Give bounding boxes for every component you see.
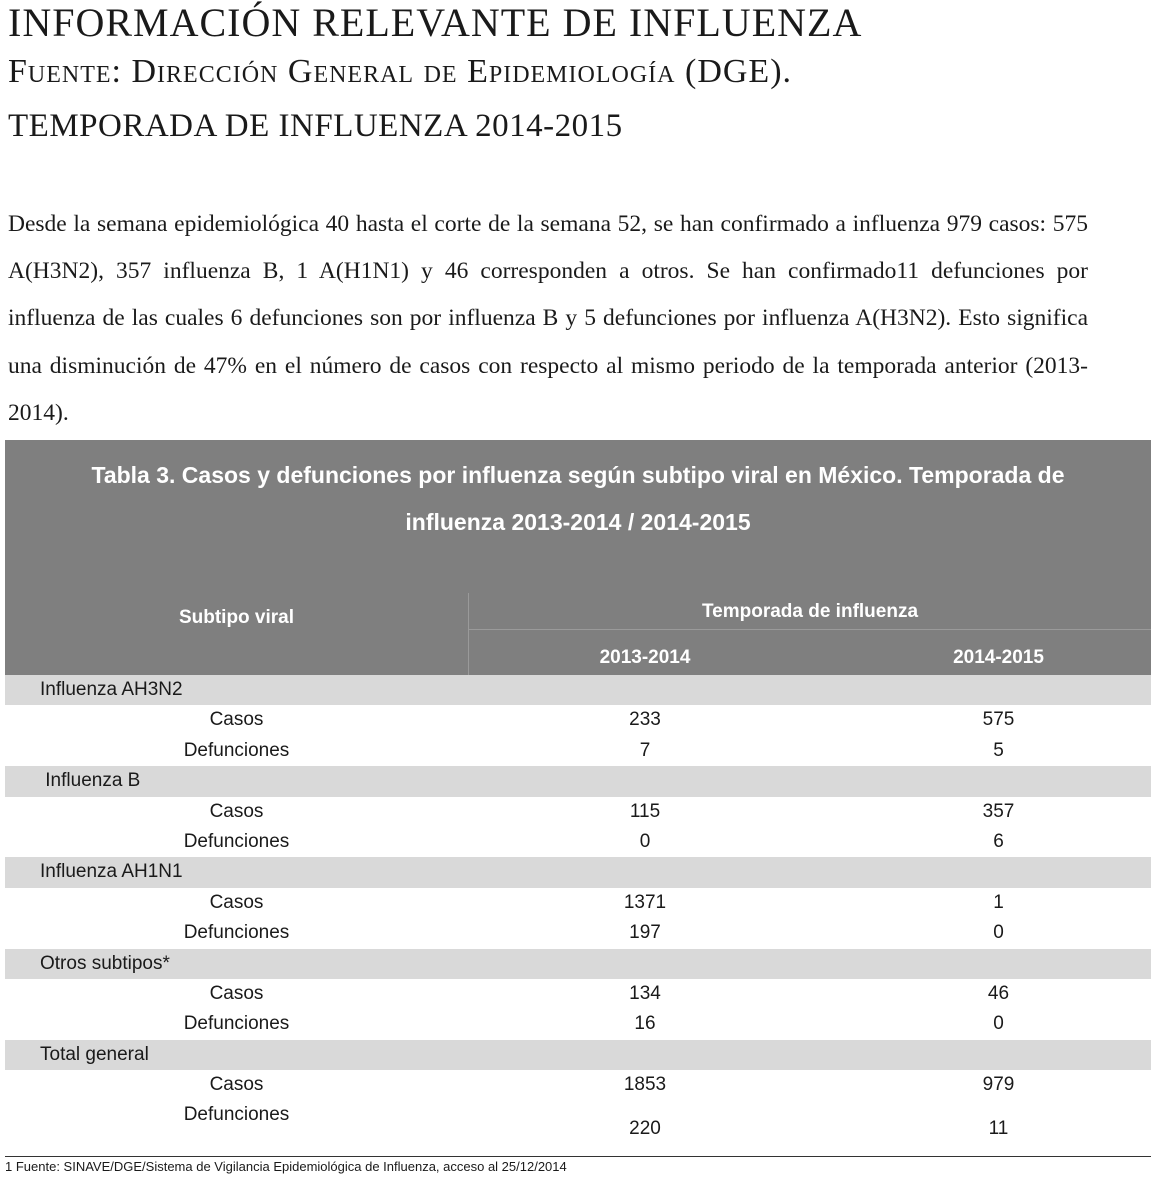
table-footnote: 1 Fuente: SINAVE/DGE/Sistema de Vigilancia Epidemiológica de Influenza, acceso al 25/12/2014	[5, 1159, 567, 1175]
table-header	[5, 593, 1151, 675]
page-title: INFORMACIÓN RELEVANTE DE INFLUENZA	[8, 0, 863, 45]
table-group-row	[5, 766, 1151, 796]
cell-value: 0	[993, 1013, 1004, 1035]
table-group-row	[5, 1040, 1151, 1070]
table-row	[5, 736, 1151, 766]
cell-value: 197	[629, 922, 661, 944]
cell-value: 1	[993, 891, 1004, 913]
cell-value: 0	[993, 922, 1004, 944]
table-row	[5, 888, 1151, 918]
table-caption	[5, 440, 1151, 595]
season-subtitle: TEMPORADA DE INFLUENZA 2014-2015	[8, 108, 623, 144]
row-label-deaths: Defunciones	[183, 922, 290, 944]
cell-value: 5	[993, 739, 1004, 761]
row-label-deaths: Defunciones	[183, 830, 290, 852]
table-row	[5, 797, 1151, 827]
group-label: Influenza B	[40, 770, 141, 792]
header-divider-horizontal	[469, 629, 1151, 630]
group-label: Influenza AH1N1	[40, 861, 183, 883]
header-year-2014-2015: 2014-2015	[953, 647, 1044, 668]
cell-value: 575	[982, 709, 1015, 731]
row-label-deaths: Defunciones	[183, 1104, 290, 1126]
header-season: Temporada de influenza	[701, 601, 919, 622]
row-label-cases: Casos	[209, 709, 264, 731]
cell-value: 134	[629, 982, 661, 1004]
group-label: Otros subtipos*	[40, 952, 170, 974]
table-row	[5, 979, 1151, 1009]
cell-value: 6	[993, 830, 1004, 852]
header-year-2013-2014: 2013-2014	[599, 647, 691, 668]
table-row	[5, 1100, 1151, 1156]
source-subtitle: Fuente: Dirección General de Epidemiología (DGE).	[8, 53, 793, 90]
row-label-cases: Casos	[209, 891, 264, 913]
row-label-cases: Casos	[209, 800, 264, 822]
cell-value: 1371	[623, 891, 667, 913]
summary-paragraph: Desde la semana epidemiológica 40 hasta el corte de la semana 52, se han confirmado a influenza 979 casos: 575 A(H3N2), 357 influenza B, 1 A(H1N1) y 46 corresponden a otros. Se han confirmado11 defunciones por influenza de las cuales 6 defunciones son por influenza B y 5 defunciones por influenza A(H3N2). Esto significa una disminución de 47% en el número de casos con respecto al mismo periodo de la temporada anterior (2013-2014).	[8, 211, 1088, 426]
cell-value: 979	[982, 1074, 1015, 1096]
table-caption-line-2: influenza 2013-2014 / 2014-2015	[405, 509, 751, 535]
table-row	[5, 918, 1151, 948]
table-row	[5, 705, 1151, 735]
table-row	[5, 1070, 1151, 1100]
table-caption-line-1: Tabla 3. Casos y defunciones por influenza según subtipo viral en México. Temporada de	[91, 462, 1065, 488]
group-label: Influenza AH3N2	[40, 679, 183, 700]
row-label-cases: Casos	[209, 982, 264, 1004]
influenza-table	[5, 440, 1151, 1175]
table-bottom-rule	[5, 1156, 1151, 1157]
row-label-cases: Casos	[209, 1074, 264, 1096]
header-subtype: Subtipo viral	[178, 607, 295, 628]
table-group-row	[5, 675, 1151, 705]
table-group-row	[5, 949, 1151, 979]
cell-value: 46	[987, 982, 1010, 1004]
cell-value: 0	[639, 830, 651, 852]
cell-value: 11	[988, 1118, 1009, 1140]
table-row	[5, 1009, 1151, 1039]
cell-value: 220	[629, 1118, 661, 1140]
row-label-deaths: Defunciones	[183, 739, 290, 761]
cell-value: 7	[639, 739, 651, 761]
cell-value: 115	[629, 800, 661, 822]
row-label-deaths: Defunciones	[183, 1013, 290, 1035]
table-group-row	[5, 857, 1151, 887]
cell-value: 16	[634, 1013, 656, 1035]
group-label: Total general	[40, 1043, 149, 1065]
cell-value: 357	[982, 800, 1015, 822]
table-row	[5, 827, 1151, 857]
cell-value: 233	[629, 709, 661, 731]
cell-value: 1853	[623, 1074, 667, 1096]
